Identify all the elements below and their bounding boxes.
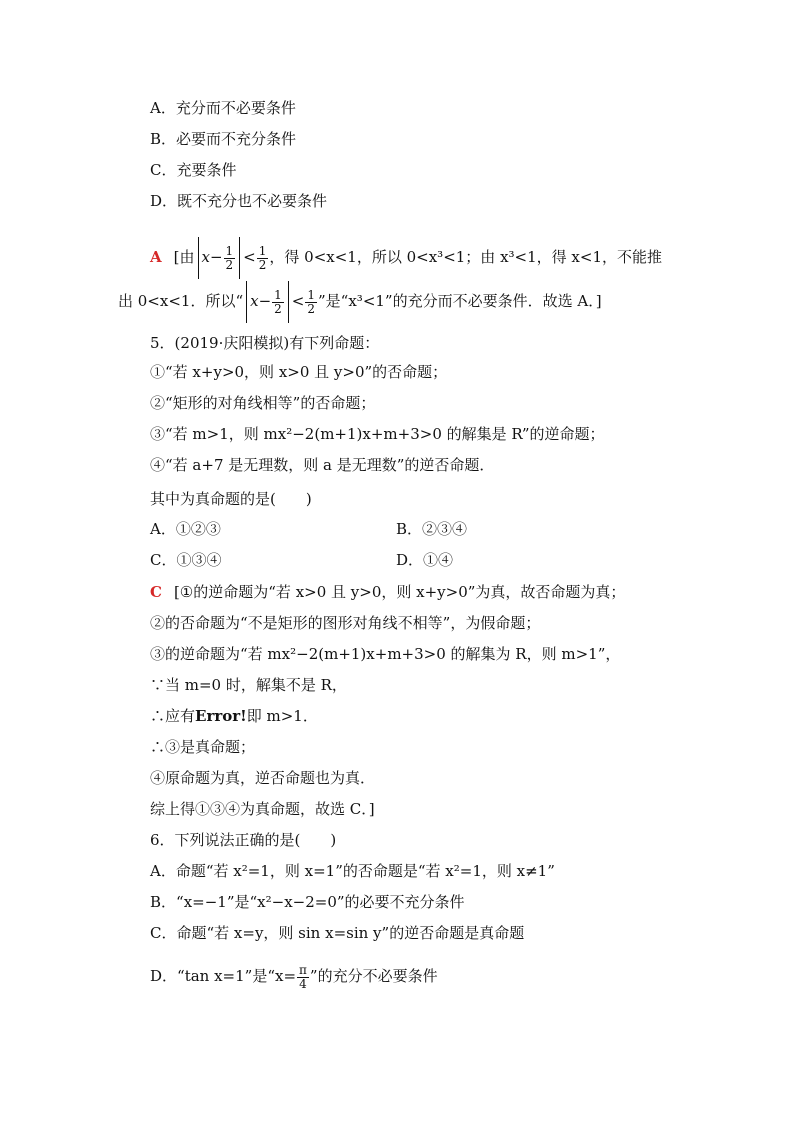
q6-option-b: B．“x=−1”是“x²−x−2=0”的必要不充分条件 <box>150 893 465 911</box>
q5-answer-line-7: ④原命题为真，逆否命题也为真． <box>150 769 376 787</box>
expr: x− <box>250 292 272 310</box>
numerator: 1 <box>225 243 234 258</box>
text: 即 m>1． <box>246 707 318 725</box>
q6-stem: 6．下列说法正确的是( ) <box>150 831 337 849</box>
denominator: 2 <box>274 301 282 316</box>
q4-answer-line-2 <box>118 280 602 323</box>
abs-bar <box>288 281 289 323</box>
q5-answer-line-8: 综上得①③④为真命题，故选 C．] <box>150 800 375 818</box>
q5-answer-line-3: ③的逆命题为“若 mx²−2(m+1)x+m+3>0 的解集为 R，则 m>1”， <box>150 645 621 663</box>
q5-answer-line-4: ∵当 m=0 时，解集不是 R， <box>150 676 347 694</box>
q4-option-c: C．充要条件 <box>150 161 237 179</box>
q5-item-4: ④“若 a+7 是无理数，则 a 是无理数”的逆否命题． <box>150 456 495 474</box>
q5-question: 其中为真命题的是( ) <box>150 490 312 508</box>
q6-option-a: A．命题“若 x²=1，则 x=1”的否命题是“若 x²=1，则 x≠1” <box>150 862 555 880</box>
denominator: 2 <box>258 257 267 272</box>
text: D．“tan x=1”是“x= <box>150 967 297 985</box>
text: < <box>291 292 305 310</box>
numerator: π <box>299 962 307 977</box>
q5-option-a: A．①②③ <box>150 520 221 538</box>
q5-item-2: ②“矩形的对角线相等”的否命题； <box>150 394 376 412</box>
q5-option-c: C．①③④ <box>150 551 222 569</box>
fraction <box>272 289 284 316</box>
answer-letter: A <box>150 248 162 266</box>
fraction <box>257 245 269 272</box>
error-text: Error! <box>195 707 247 725</box>
q4-option-b: B．必要而不充分条件 <box>150 130 297 148</box>
text: ，得 0<x<1，所以 0<x³<1；由 x³<1，得 x<1，不能推 <box>269 248 662 266</box>
text: ”是“x³<1”的充分而不必要条件．故选 A．] <box>318 292 602 310</box>
numerator: 1 <box>307 287 316 302</box>
q5-item-3: ③“若 m>1，则 mx²−2(m+1)x+m+3>0 的解集是 R”的逆命题； <box>150 425 605 443</box>
fraction <box>224 245 236 272</box>
q5-option-b: B．②③④ <box>396 520 468 538</box>
expr: x− <box>201 248 223 266</box>
numerator: 1 <box>274 287 282 302</box>
q5-stem: 5．(2019·庆阳模拟)有下列命题： <box>150 334 380 352</box>
q5-answer-line-6: ∴③是真命题； <box>150 738 256 756</box>
q5-answer-line-5 <box>150 706 318 726</box>
denominator: 2 <box>307 301 316 316</box>
q5-answer-line-2: ②的否命题为“不是矩形的图形对角线不相等”，为假命题； <box>150 614 541 632</box>
text: ”的充分不必要条件 <box>309 967 438 985</box>
q6-option-c: C．命题“若 x=y，则 sin x=sin y”的逆否命题是真命题 <box>150 924 525 942</box>
abs-bar <box>246 281 247 323</box>
text: [①的逆命题为“若 x>0 且 y>0，则 x+y>0”为真，故否命题为真； <box>173 583 626 601</box>
q5-answer-line-1 <box>150 582 625 602</box>
answer-letter: C <box>150 583 162 601</box>
q5-item-1: ①“若 x+y>0，则 x>0 且 y>0”的否命题； <box>150 363 448 381</box>
text: < <box>243 248 256 266</box>
denominator: 2 <box>225 257 234 272</box>
fraction <box>297 964 309 991</box>
abs-bar <box>239 237 240 279</box>
q4-option-d: D．既不充分也不必要条件 <box>150 192 328 210</box>
text: ∴应有 <box>150 707 196 725</box>
q6-option-d <box>150 958 438 994</box>
q5-option-d: D．①④ <box>396 551 454 569</box>
fraction <box>305 289 317 316</box>
q4-option-a: A．充分而不必要条件 <box>150 99 296 117</box>
text: 出 0<x<1．所以“ <box>118 292 244 310</box>
abs-bar <box>198 237 199 279</box>
numerator: 1 <box>258 243 267 258</box>
denominator: 4 <box>299 976 307 991</box>
q4-answer-line-1 <box>150 236 662 279</box>
text: [由 <box>173 248 195 266</box>
